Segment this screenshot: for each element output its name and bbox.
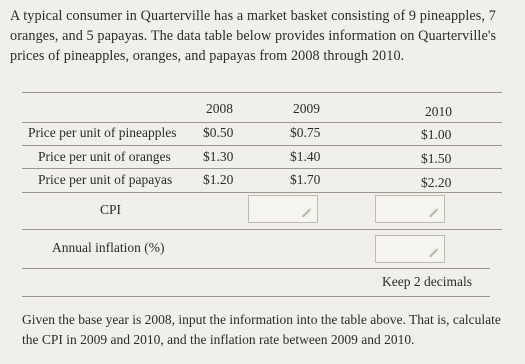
row-label-oranges: Price per unit of oranges — [38, 149, 171, 164]
row-label-papayas: Price per unit of papayas — [38, 172, 173, 187]
decimals-note: Keep 2 decimals — [382, 274, 472, 289]
question-footer — [22, 310, 517, 350]
row-label-pineapples: Price per unit of pineapples — [28, 125, 177, 140]
question-intro — [10, 6, 518, 66]
inflation-label: Annual inflation (%) — [52, 240, 165, 255]
header-rule — [22, 122, 502, 123]
price-oranges-2009: $1.40 — [290, 149, 321, 164]
table-top-rule — [22, 92, 502, 93]
inflation-input[interactable] — [375, 235, 445, 263]
price-pineapples-2009: $0.75 — [290, 125, 321, 140]
cpi-rule — [22, 229, 502, 230]
row-rule-1 — [22, 145, 502, 146]
price-papayas-2010: $2.20 — [421, 175, 452, 190]
price-oranges-2008: $1.30 — [203, 149, 234, 164]
intro-text: A typical consumer in Quarterville has a market basket consisting of 9 pineapples, 7 oranges, and 5 papayas. The data table below provides information on Quarterville's prices of pineapples, oranges, and papayas from 2008 through 2010. — [10, 8, 497, 64]
row-rule-3 — [22, 192, 502, 193]
inflation-rule — [22, 268, 490, 269]
cpi-2010-input[interactable] — [375, 195, 445, 223]
pencil-icon — [299, 205, 313, 219]
price-papayas-2008: $1.20 — [203, 172, 234, 187]
table-bottom-rule — [22, 296, 490, 297]
year-header-2010: 2010 — [425, 104, 452, 119]
price-pineapples-2008: $0.50 — [203, 125, 234, 140]
cpi-label: CPI — [100, 202, 122, 217]
year-header-2008: 2008 — [206, 101, 233, 116]
price-papayas-2009: $1.70 — [290, 172, 321, 187]
price-pineapples-2010: $1.00 — [421, 127, 452, 142]
row-rule-2 — [22, 168, 502, 169]
year-header-2009: 2009 — [293, 101, 320, 116]
pencil-icon — [426, 245, 440, 259]
price-oranges-2010: $1.50 — [421, 151, 452, 166]
footer-text: Given the base year is 2008, input the information into the table above. That is, calculate the CPI in 2009 and 2010, and the inflation rate between 2009 and 2010. — [22, 312, 501, 347]
pencil-icon — [426, 205, 440, 219]
cpi-2009-input[interactable] — [248, 195, 318, 223]
